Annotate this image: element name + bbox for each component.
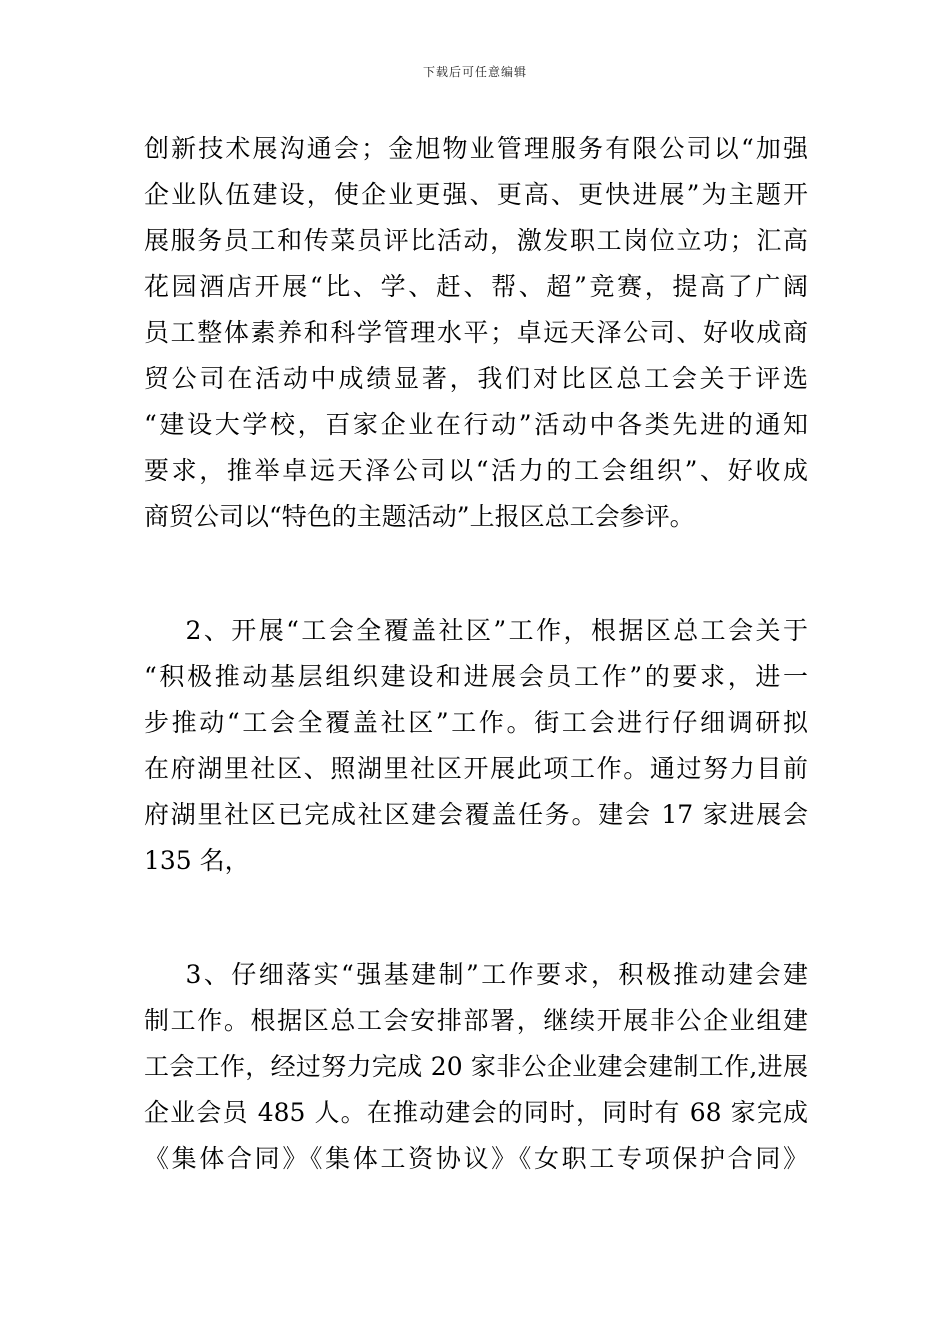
text-line: 135 名，	[144, 846, 250, 875]
paragraph-2	[144, 608, 808, 884]
page-header: 下载后可任意编辑	[422, 65, 527, 79]
text-line: 员工整体素养和科学管理水平；卓远天泽公司、好收成商	[144, 318, 808, 347]
text-line: 企业会员 485 人。在推动建会的同时，同时有 68 家完成	[144, 1098, 808, 1127]
text-line: 贸公司在活动中成绩显著，我们对比区总工会关于评选	[144, 364, 808, 393]
text-line: 3、仔细落实“强基建制”工作要求，积极推动建会建	[144, 960, 808, 989]
text-line: 府湖里社区已完成社区建会覆盖任务。建会 17 家进展会	[144, 800, 808, 829]
text-line: 2、开展“工会全覆盖社区”工作，根据区总工会关于	[144, 616, 808, 645]
paragraph-1	[144, 126, 808, 540]
text-line: 步推动“工会全覆盖社区”工作。街工会进行仔细调研拟	[144, 708, 808, 737]
text-line: 商贸公司以“特色的主题活动”上报区总工会参评。	[144, 502, 695, 531]
text-line: 工会工作，经过努力完成 20 家非公企业建会建制工作,进展	[144, 1052, 808, 1081]
text-line: 花园酒店开展“比、学、赶、帮、超”竞赛，提高了广阔	[144, 272, 808, 301]
text-line: 展服务员工和传菜员评比活动，激发职工岗位立功；汇高	[144, 226, 808, 255]
paragraph-spacer	[144, 884, 808, 952]
paragraph-3	[144, 952, 808, 1182]
paragraph-spacer	[144, 540, 808, 608]
text-line: 在府湖里社区、照湖里社区开展此项工作。通过努力目前	[144, 754, 808, 783]
text-line: 《集体合同》《集体工资协议》《女职工专项保护合同》	[144, 1144, 808, 1173]
text-line: 企业队伍建设，使企业更强、更高、更快进展”为主题开	[144, 180, 808, 209]
document-body	[144, 126, 808, 1182]
text-line: “积极推动基层组织建设和进展会员工作”的要求，进一	[144, 662, 808, 691]
text-line: 制工作。根据区总工会安排部署，继续开展非公企业组建	[144, 1006, 808, 1035]
text-line: 要求，推举卓远天泽公司以“活力的工会组织”、好收成	[144, 456, 808, 485]
text-line: “建设大学校，百家企业在行动”活动中各类先进的通知	[144, 410, 808, 439]
text-line: 创新技术展沟通会；金旭物业管理服务有限公司以“加强	[144, 134, 808, 163]
